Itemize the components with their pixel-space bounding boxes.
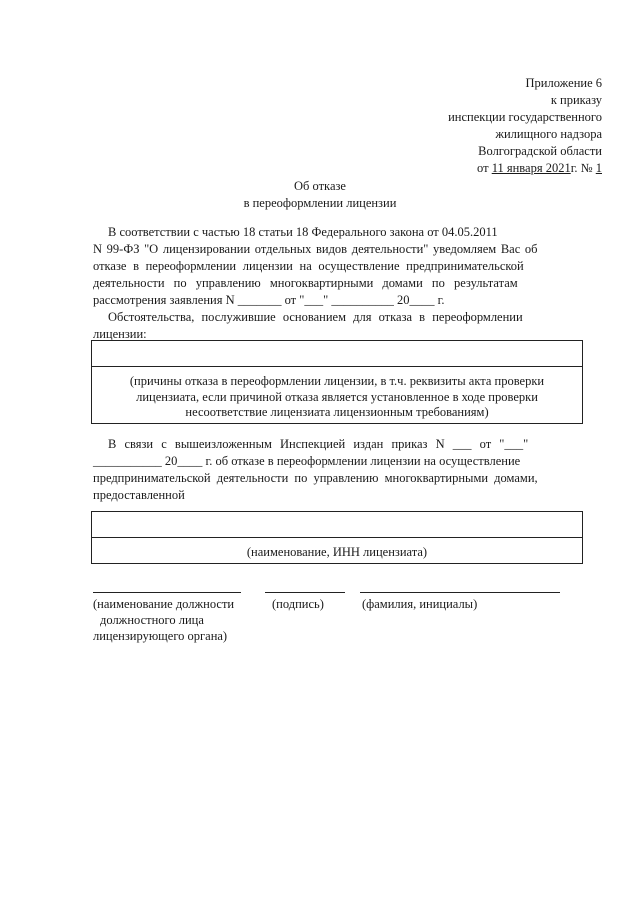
reasons-caption-line-2: лицензиата, если причиной отказа является установленное в ходе проверки	[136, 390, 538, 404]
paragraph-1-line-5: рассмотрения заявления N _______ от "___" __________ 20____ г.	[93, 293, 445, 307]
paragraph-3-line-3: предпринимательской деятельности по управлению многоквартирными домами,	[93, 471, 538, 485]
date-value: 11 января 2021	[491, 161, 571, 175]
signature-col1-line-2: должностного лица	[100, 613, 204, 627]
header-line-5: Волгоградской области	[478, 144, 602, 158]
paragraph-2-line-2: лицензии:	[93, 327, 147, 341]
date-mid: г. №	[570, 161, 593, 175]
signature-col1-line-1: (наименование должности	[93, 597, 235, 611]
header-date-line	[477, 161, 602, 176]
paragraph-3-line-4: предоставленной	[93, 488, 185, 502]
header-line-2: к приказу	[550, 93, 602, 107]
title-line-1: Об отказе	[294, 179, 346, 193]
licensee-divider	[91, 537, 583, 538]
header-line-1: Приложение 6	[525, 76, 602, 90]
paragraph-1-line-1: В соответствии с частью 18 статьи 18 Федерального закона от 04.05.2011	[108, 225, 498, 239]
reasons-caption-line-1: (причины отказа в переоформлении лицензии, в т.ч. реквизиты акта проверки	[129, 374, 545, 388]
paragraph-1-line-3: отказе в переоформлении лицензии на осуществление предпринимательской	[93, 259, 524, 273]
signature-col1-line-3: лицензирующего органа)	[93, 629, 228, 643]
signature-col2: (подпись)	[272, 597, 324, 611]
header-line-4: жилищного надзора	[495, 127, 602, 141]
header-line-3: инспекции государственного	[448, 110, 602, 124]
signature-line	[265, 592, 345, 593]
reasons-caption-line-3: несоответствие лицензиата лицензионным требованиям)	[185, 405, 489, 419]
order-number: 1	[595, 161, 602, 175]
licensee-caption: (наименование, ИНН лицензиата)	[246, 545, 428, 559]
position-signature-line	[93, 592, 241, 593]
paragraph-3-line-2: ___________ 20____ г. об отказе в переоформлении лицензии на осуществление	[93, 454, 521, 468]
reasons-divider	[91, 366, 583, 367]
signature-col3: (фамилия, инициалы)	[362, 597, 478, 611]
paragraph-1-line-2: N 99-ФЗ "О лицензировании отдельных видов деятельности" уведомляем Вас об	[93, 242, 538, 256]
paragraph-3-line-1: В связи с вышеизложенным Инспекцией издан приказ N ___ от "___"	[108, 437, 529, 451]
title-line-2: в переоформлении лицензии	[243, 196, 397, 210]
name-signature-line	[360, 592, 560, 593]
paragraph-2-line-1: Обстоятельства, послужившие основанием для отказа в переоформлении	[108, 310, 523, 324]
paragraph-1-line-4: деятельности по управлению многоквартирными домами по результатам	[93, 276, 518, 290]
date-prefix: от	[477, 161, 489, 175]
